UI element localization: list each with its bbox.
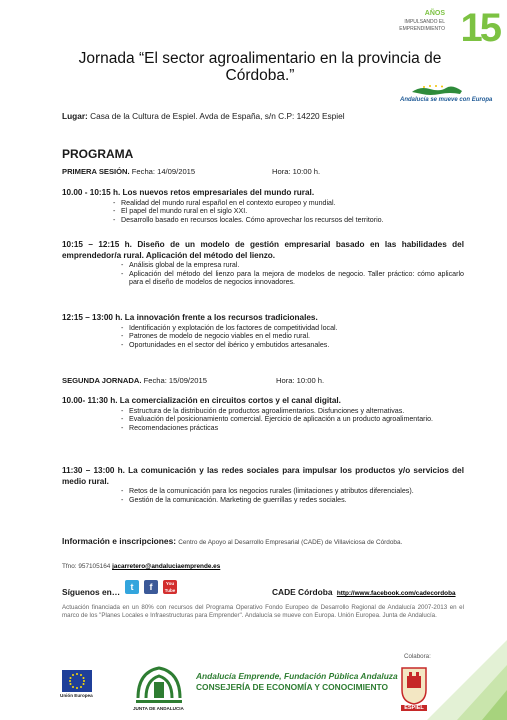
block-heading: 11:30 – 13:00 h. La comunicación y las redes sociales para impulsar los productos y/o servicios del medio rural. — [62, 466, 464, 486]
session2-line — [62, 376, 325, 386]
list-item: - El papel del mundo rural en el siglo XXI. — [121, 207, 464, 216]
siguenos-label: Síguenos en… — [62, 587, 121, 597]
fund-line1: Andalucía Emprende, Fundación Pública Andaluza — [196, 671, 398, 681]
program-block — [62, 240, 464, 287]
session1-fecha: Fecha: 14/09/2015 — [131, 167, 196, 176]
andalucia-logo-text: Andalucía se mueve con Europa — [400, 97, 493, 103]
block-heading: 12:15 – 13:00 h. La innovación frente a los recursos tradicionales. — [62, 313, 318, 322]
program-block — [62, 313, 464, 350]
facebook-icon[interactable]: f — [144, 580, 158, 594]
cade-facebook-link[interactable]: http://www.facebook.com/cadecordoba — [336, 590, 456, 597]
info-line — [62, 536, 402, 546]
junta-andalucia-icon — [132, 662, 186, 706]
fund-line2: CONSEJERÍA DE ECONOMÍA Y CONOCIMIENTO — [196, 682, 389, 692]
block-heading: 10.00 - 10:15 h. Los nuevos retos empresariales del mundo rural. — [62, 188, 315, 197]
info-label: Información e inscripciones: — [62, 536, 177, 546]
lugar-line — [62, 111, 345, 121]
page-title: Jornada “El sector agroalimentario en la provincia de Córdoba.” — [78, 50, 442, 84]
list-item: - Retos de la comunicación para los negocios rurales (limitaciones y atributos diferenciales). — [129, 487, 464, 496]
eu-flag-icon — [62, 670, 92, 692]
session1-line — [62, 167, 321, 177]
list-item: - Gestión de la comunicación. Marketing de guerrillas y redes sociales. — [129, 496, 464, 505]
programa-heading: PROGRAMA — [62, 147, 134, 161]
list-item: - Oportunidades en el sector del ibérico y embutidos artesanales. — [129, 341, 464, 350]
andalucia-map-icon — [410, 84, 464, 96]
block-heading: 10:15 – 12:15 h. Diseño de un modelo de gestión empresarial basado en las habilidades del emprendedor/a rural. Aplicación del método del lienzo. — [62, 240, 464, 260]
list-item: - Identificación y explotación de los factores de competitividad local. — [129, 324, 464, 333]
espiel-text: ESPIEL — [401, 705, 427, 711]
program-block — [62, 396, 464, 433]
cade-line — [272, 587, 456, 597]
block-heading: 10.00- 11:30 h. La comercialización en circuitos cortos y el canal digital. — [62, 396, 341, 405]
program-block — [62, 188, 464, 225]
cade-label: CADE Córdoba — [272, 587, 333, 597]
session2-hora: Hora: 10:00 h. — [276, 376, 325, 385]
list-item: - Estructura de la distribución de productos agroalimentarios. Disfunciones y alternativas. — [129, 407, 464, 416]
list-item: - Recomendaciones prácticas — [129, 424, 464, 433]
list-item: - Realidad del mundo rural español en el contexto europeo y mundial. — [121, 199, 464, 208]
list-item: - Aplicación del método del lienzo para la mejora de modelos de negocio. Taller práctico: cómo aplicarlo para el diseño de modelos de negocios innovadores. — [129, 270, 464, 287]
list-item: - Evaluación del posicionamiento comercial. Ejercicio de aplicación a un producto agroalimentario. — [129, 415, 464, 424]
session1-hora: Hora: 10:00 h. — [272, 167, 321, 176]
eu-text: Unión Europea — [60, 693, 93, 698]
info-value: Centro de Apoyo al Desarrollo Empresarial (CADE) de Villaviciosa de Córdoba. — [178, 539, 403, 546]
logo-anos-text: AÑOS — [424, 10, 445, 17]
financing-text: Actuación financiada en un 80% con recursos del Programa Operativo Fondo Europeo de Desarrollo Regional de Andalucía 2007-2013 en el marco de los "Planes Locales e Infraestructuras para Emprender". Andalucía se mueve con Europa. Unión Europea. Junta de Andalucía. — [62, 604, 464, 619]
decorative-corner-icon — [397, 620, 507, 720]
list-item: - Análisis global de la empresa rural. — [129, 261, 464, 270]
contact-phone: Tfno: 957105164 — [62, 563, 111, 570]
session2-label: SEGUNDA JORNADA. — [62, 376, 142, 385]
andalucia-emprende-logo — [196, 671, 398, 693]
session1-label: PRIMERA SESIÓN. — [62, 167, 130, 176]
andalucia-europa-logo — [400, 84, 493, 110]
twitter-icon[interactable]: t — [125, 580, 139, 594]
aniversario-logo — [381, 8, 499, 48]
youtube-icon[interactable]: You Tube — [164, 581, 176, 593]
logo-tagline: IMPULSANDO EL EMPRENDIMIENTO — [399, 19, 445, 32]
lugar-label: Lugar: — [62, 111, 88, 121]
session2-fecha: Fecha: 15/09/2015 — [143, 376, 207, 385]
list-item: - Patrones de modelo de negocio viables en el medio rural. — [129, 332, 464, 341]
colabora-label: Colabora: — [404, 653, 431, 660]
list-item: - Desarrollo basado en recursos locales. Cómo aprovechar los recursos del territorio. — [121, 216, 464, 225]
program-block — [62, 466, 464, 504]
lugar-value: Casa de la Cultura de Espiel. Avda de España, s/n C.P: 14220 Espiel — [90, 111, 345, 121]
contact-email-link[interactable]: jacarretero@andaluciaemprende.es — [112, 563, 221, 570]
junta-text: JUNTA DE ANDALUCIA — [133, 706, 184, 711]
logo-years: 15 — [460, 6, 499, 50]
contact-line — [62, 563, 220, 570]
